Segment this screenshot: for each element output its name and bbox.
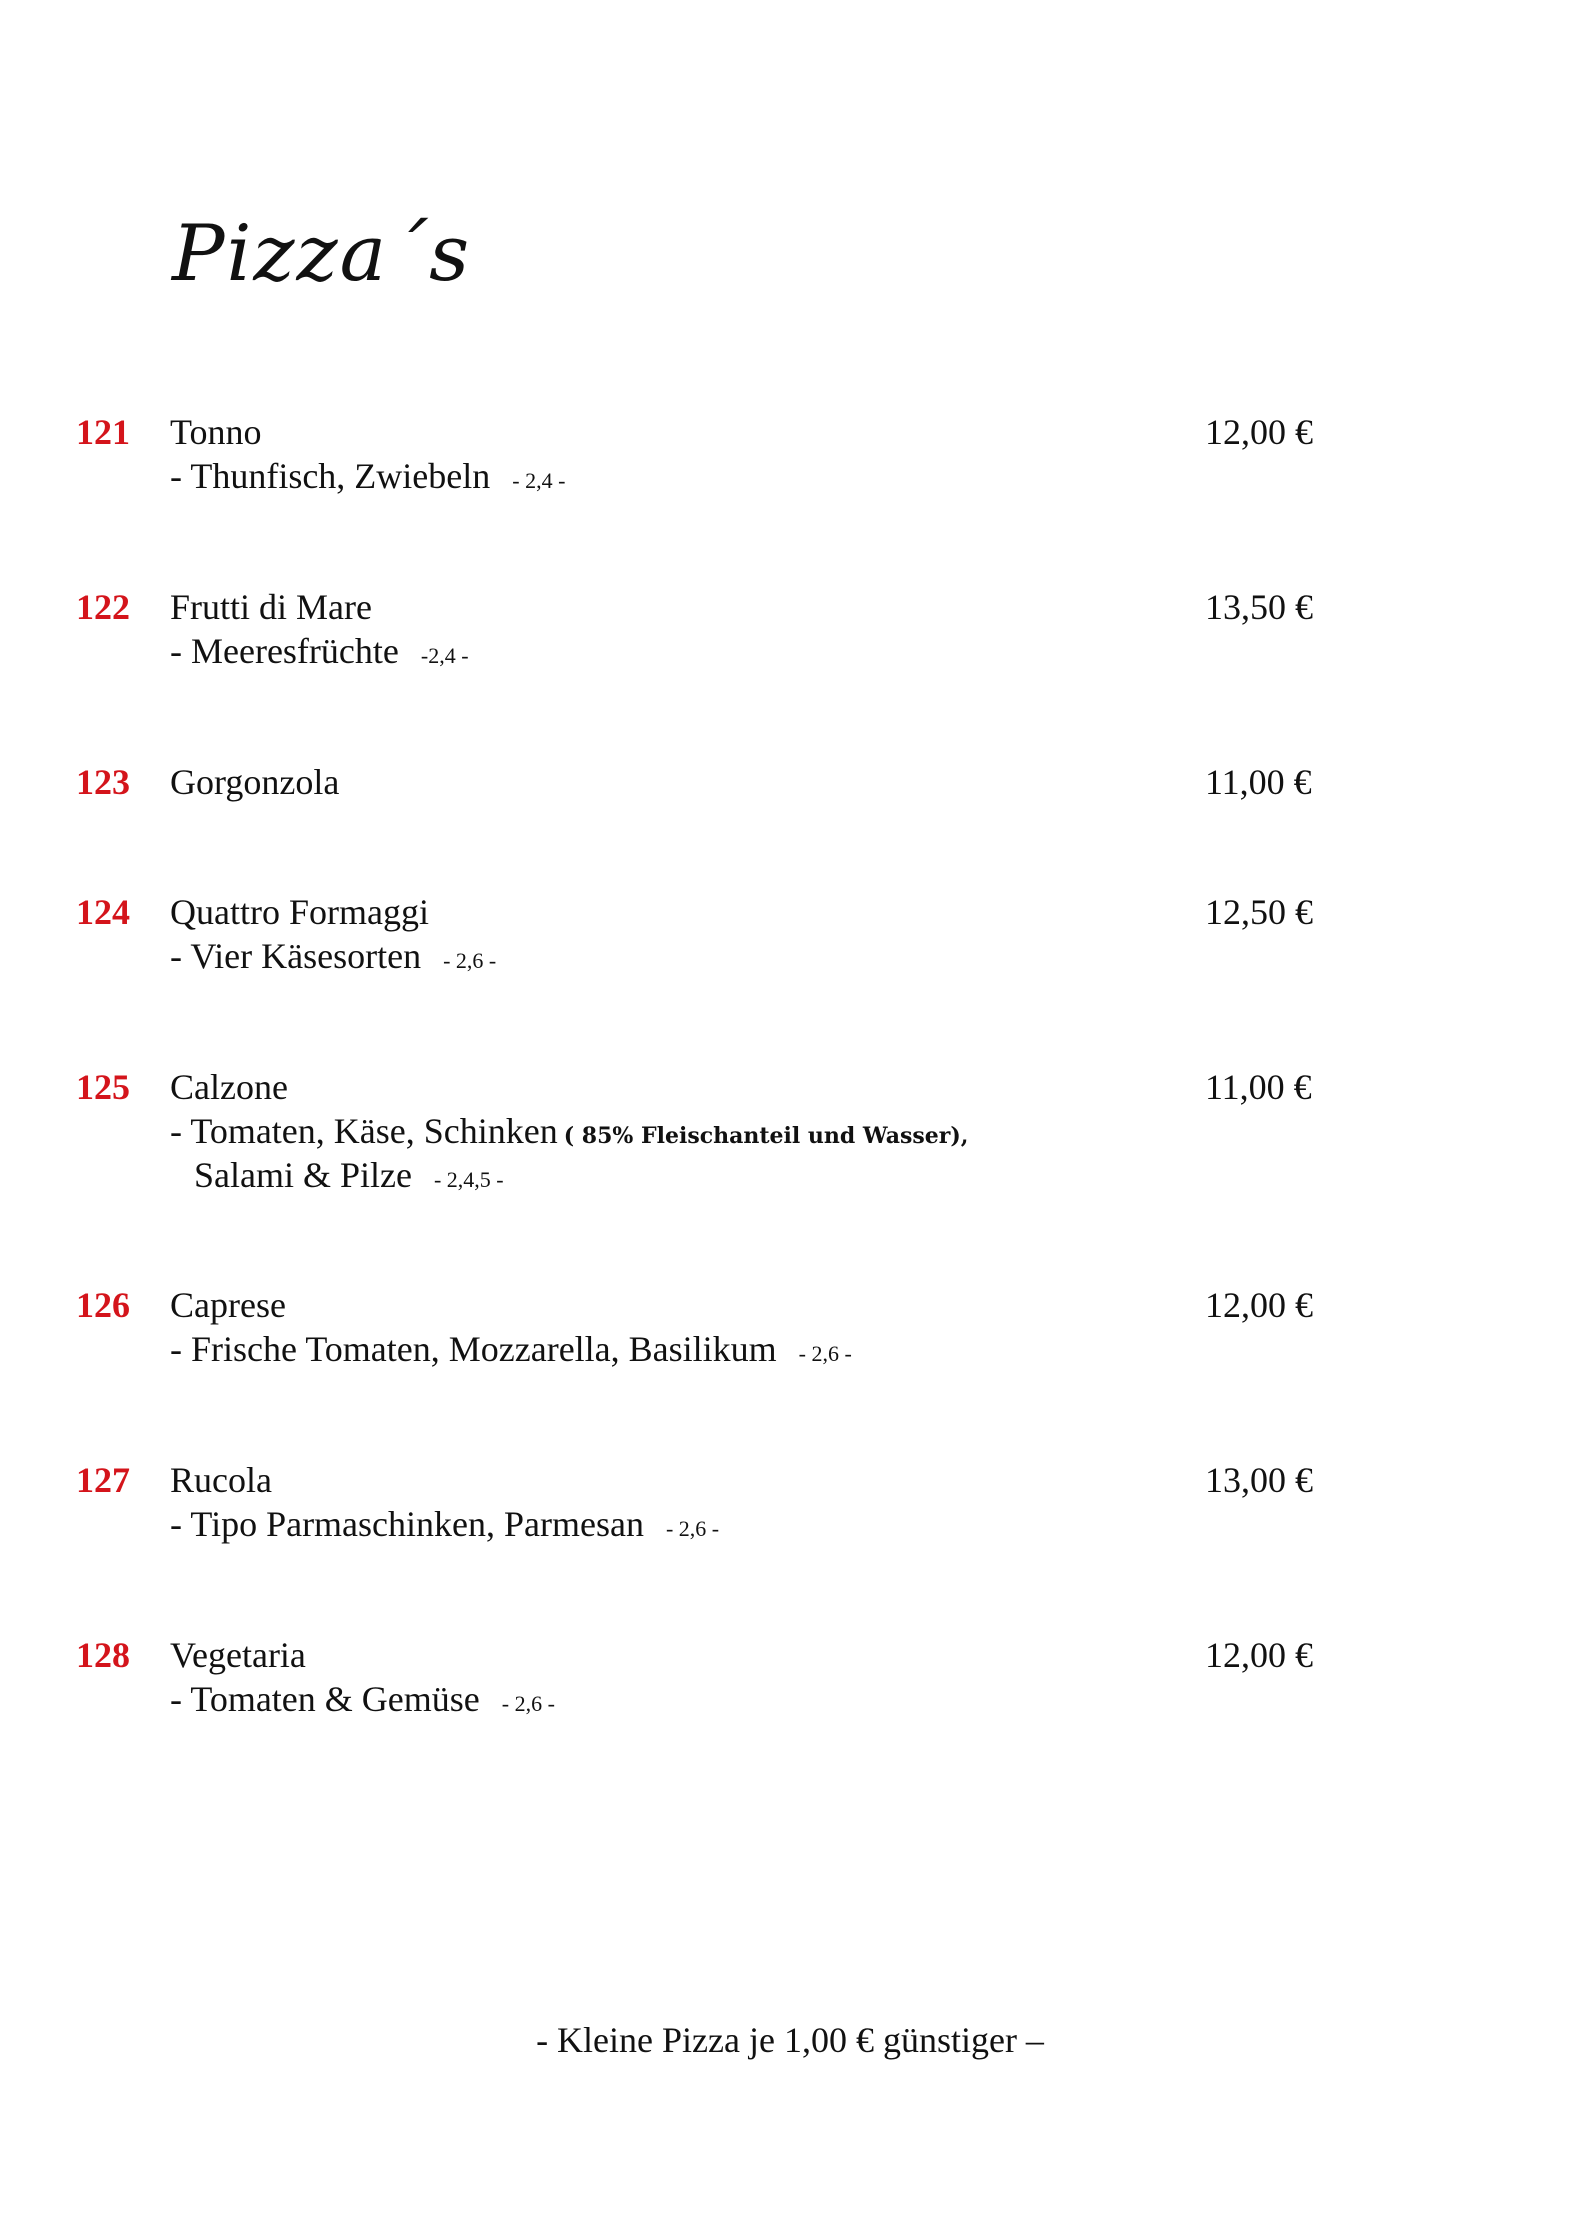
item-price: 12,00 € [1205,1285,1313,1325]
item-ingredients: - Vier Käsesorten [170,936,422,976]
item-description [170,1502,719,1551]
item-allergens: -2,4 - [420,643,469,668]
item-name: Vegetaria [170,1635,306,1675]
item-number: 126 [76,1285,130,1325]
item-name: Tonno [170,412,262,452]
item-price: 11,00 € [1205,762,1312,802]
item-description [170,1109,968,1158]
item-number: 123 [76,762,130,802]
item-ingredients: - Frische Tomaten, Mozzarella, Basilikum [170,1329,777,1369]
item-number: 127 [76,1460,130,1500]
item-name: Caprese [170,1285,286,1325]
item-description-continued [194,1153,504,1202]
item-name: Quattro Formaggi [170,892,429,932]
item-price: 13,50 € [1205,587,1313,627]
item-price: 12,00 € [1205,1635,1313,1675]
item-description [170,629,469,678]
item-number: 128 [76,1635,130,1675]
item-name: Calzone [170,1067,288,1107]
footer-note: - Kleine Pizza je 1,00 € günstiger – [536,2020,1044,2060]
item-allergens: - 2,6 - [665,1516,720,1541]
item-ingredients: - Tipo Parmaschinken, Parmesan [170,1504,644,1544]
item-description [170,454,565,503]
item-number: 125 [76,1067,130,1107]
item-name: Gorgonzola [170,762,340,802]
item-allergens: - 2,6 - [798,1341,852,1366]
item-description [170,934,496,983]
item-ingredients: - Thunfisch, Zwiebeln [170,456,491,496]
item-note: ( 85% Fleischanteil und Wasser), [563,1123,969,1149]
item-description [170,1327,852,1376]
item-number: 121 [76,412,130,452]
item-price: 13,00 € [1205,1460,1313,1500]
item-ingredients: - Tomaten & Gemüse [170,1679,480,1719]
item-ingredients: - Meeresfrüchte [170,631,399,671]
item-ingredients: - Tomaten, Käse, Schinken [170,1111,558,1151]
item-price: 12,00 € [1205,412,1313,452]
item-allergens: - 2,4 - [512,468,566,493]
item-ingredients-continued: Salami & Pilze [194,1155,412,1195]
item-price: 12,50 € [1205,892,1313,932]
item-allergens: - 2,4,5 - [433,1167,504,1192]
item-number: 124 [76,892,130,932]
item-price: 11,00 € [1205,1067,1312,1107]
item-number: 122 [76,587,130,627]
item-name: Rucola [170,1460,272,1500]
item-allergens: - 2,6 - [443,948,497,973]
item-description [170,1677,555,1726]
item-allergens: - 2,6 - [501,1691,555,1716]
page-title: Pizza´s [172,209,472,299]
item-name: Frutti di Mare [170,587,372,627]
